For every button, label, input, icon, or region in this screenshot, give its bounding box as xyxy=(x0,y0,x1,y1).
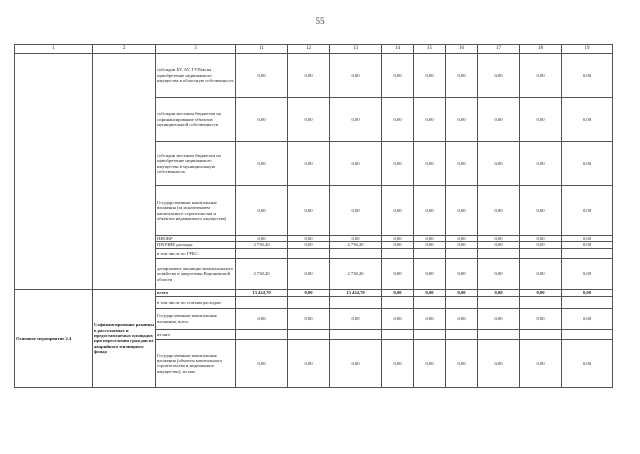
header-cell: 1 xyxy=(15,45,93,54)
housing-department-value: 0,00 xyxy=(446,258,478,289)
of-them-label: из них: xyxy=(156,329,236,339)
header-cell: 17 xyxy=(478,45,520,54)
other-expenses-label: ПРОЧИЕ расходы xyxy=(156,242,236,248)
state-capital-investments-value: 0,00 xyxy=(330,186,382,236)
budget-table xyxy=(14,44,613,388)
header-cell: 12 xyxy=(288,45,330,54)
subsidy-bu-au-gup-value: 0,00 xyxy=(478,54,520,98)
state-capital-construction-value: 0,00 xyxy=(414,339,446,387)
state-capital-total-label: Государственные капитальные вложения, всего xyxy=(156,308,236,329)
incl-by-articles-value xyxy=(236,296,288,308)
subsidy-local-cofinancing-value: 0,00 xyxy=(520,98,562,142)
niokr-value: 0,00 xyxy=(446,236,478,242)
niokr-value: 0,00 xyxy=(562,236,613,242)
header-cell: 3 xyxy=(156,45,236,54)
state-capital-investments-value: 0,00 xyxy=(414,186,446,236)
state-capital-investments-value: 0,00 xyxy=(236,186,288,236)
subsidy-bu-au-gup-value: 0,00 xyxy=(414,54,446,98)
grbs-incl-value xyxy=(446,248,478,258)
grbs-incl-value xyxy=(382,248,414,258)
header-cell: 14 xyxy=(382,45,414,54)
incl-by-articles-value xyxy=(520,296,562,308)
state-capital-investments-value: 0,00 xyxy=(288,186,330,236)
of-them-value xyxy=(382,329,414,339)
header-cell: 19 xyxy=(562,45,613,54)
header-cell: 18 xyxy=(520,45,562,54)
header-cell: 13 xyxy=(330,45,382,54)
niokr-value: 0,00 xyxy=(414,236,446,242)
subsidy-bu-au-gup-value: 0,00 xyxy=(288,54,330,98)
page-number: 55 xyxy=(315,16,325,26)
niokr-value: 0,00 xyxy=(382,236,414,242)
subsidy-local-purchase-value: 0,00 xyxy=(382,142,414,186)
total-value: 0,00 xyxy=(478,289,520,296)
other-expenses-value: 0,00 xyxy=(520,242,562,248)
header-cell: 15 xyxy=(414,45,446,54)
other-expenses-value: 2 730,20 xyxy=(236,242,288,248)
subsidy-local-cofinancing-value: 0,00 xyxy=(288,98,330,142)
incl-by-articles-value xyxy=(446,296,478,308)
subsidy-bu-au-gup-label: субсидии БУ, АУ, ГУПам на приобретение недвижимого имущества в областную собственность xyxy=(156,54,236,98)
of-them-value xyxy=(446,329,478,339)
empty-cell xyxy=(15,54,93,290)
header-cell: 16 xyxy=(446,45,478,54)
housing-department-value: 0,00 xyxy=(562,258,613,289)
housing-department-value: 0,00 xyxy=(478,258,520,289)
other-expenses-value: 0,00 xyxy=(562,242,613,248)
incl-by-articles-label: в том числе по статьям расходов: xyxy=(156,296,236,308)
state-capital-total-value: 0,00 xyxy=(520,308,562,329)
grbs-incl-value xyxy=(330,248,382,258)
grbs-incl-label: в том числе по ГРБС: xyxy=(156,248,236,258)
subsidy-local-cofinancing-value: 0,00 xyxy=(330,98,382,142)
housing-department-value: 2 730,20 xyxy=(236,258,288,289)
header-row xyxy=(15,45,613,54)
incl-by-articles-value xyxy=(330,296,382,308)
subsidy-local-cofinancing-value: 0,00 xyxy=(446,98,478,142)
state-capital-total-value: 0,00 xyxy=(288,308,330,329)
total-value: 0,00 xyxy=(520,289,562,296)
total-value: 13 424,70 xyxy=(236,289,288,296)
niokr-value: 0,00 xyxy=(520,236,562,242)
subsidy-local-purchase-value: 0,00 xyxy=(414,142,446,186)
state-capital-construction-value: 0,00 xyxy=(236,339,288,387)
subsidy-local-cofinancing-value: 0,00 xyxy=(382,98,414,142)
subsidy-local-purchase-value: 0,00 xyxy=(478,142,520,186)
state-capital-investments-value: 0,00 xyxy=(520,186,562,236)
state-capital-construction-label: Государственные капитальные вложения (объекты капитального строительства и недвижимое имущество), из них xyxy=(156,339,236,387)
state-capital-construction-value: 0,00 xyxy=(446,339,478,387)
of-them-value xyxy=(562,329,613,339)
subsidy-local-cofinancing-value: 0,00 xyxy=(478,98,520,142)
header-cell: 2 xyxy=(93,45,156,54)
housing-department-value: 0,00 xyxy=(414,258,446,289)
of-them-value xyxy=(478,329,520,339)
header-cell: 11 xyxy=(236,45,288,54)
state-capital-investments-label: Государственные капитальные вложения (за исключением капитального строительства и объектов недвижимого имущества) xyxy=(156,186,236,236)
subsidy-local-purchase-value: 0,00 xyxy=(288,142,330,186)
niokr-label: НИОКР xyxy=(156,236,236,242)
subsidy-bu-au-gup-value: 0,00 xyxy=(330,54,382,98)
of-them-value xyxy=(330,329,382,339)
subsidy-local-purchase-label: субсидии местным бюджетам на приобретение недвижимого имущества в муниципальную собственность xyxy=(156,142,236,186)
state-capital-investments-value: 0,00 xyxy=(382,186,414,236)
subsidy-local-cofinancing-label: субсидии местным бюджетам на софинансирование объектов муниципальной собственности xyxy=(156,98,236,142)
total-value: 0,00 xyxy=(382,289,414,296)
subsidy-local-purchase-value: 0,00 xyxy=(330,142,382,186)
subsidy-local-purchase-value: 0,00 xyxy=(236,142,288,186)
incl-by-articles-value xyxy=(382,296,414,308)
housing-department-value: 2 730,20 xyxy=(330,258,382,289)
grbs-incl-value xyxy=(288,248,330,258)
state-capital-total-value: 0,00 xyxy=(478,308,520,329)
state-capital-investments-value: 0,00 xyxy=(478,186,520,236)
total-value: 0,00 xyxy=(414,289,446,296)
subsidy-local-cofinancing-value: 0,00 xyxy=(236,98,288,142)
subsidy-local-purchase-value: 0,00 xyxy=(446,142,478,186)
total-value: 13 424,70 xyxy=(330,289,382,296)
total-value: 0,00 xyxy=(446,289,478,296)
table-row xyxy=(15,54,613,98)
state-capital-total-value: 0,00 xyxy=(382,308,414,329)
state-capital-total-value: 0,00 xyxy=(236,308,288,329)
of-them-value xyxy=(288,329,330,339)
state-capital-total-value: 0,00 xyxy=(562,308,613,329)
event-description: Софинансирование разницы в расселяемых и предоставляемых площадях при переселении граждан из аварийного жилищного фонда xyxy=(93,289,156,387)
incl-by-articles-value xyxy=(288,296,330,308)
subsidy-bu-au-gup-value: 0,00 xyxy=(446,54,478,98)
total-value: 0,00 xyxy=(288,289,330,296)
other-expenses-value: 0,00 xyxy=(382,242,414,248)
housing-department-value: 0,00 xyxy=(288,258,330,289)
subsidy-bu-au-gup-value: 0,00 xyxy=(562,54,613,98)
subsidy-bu-au-gup-value: 0,00 xyxy=(520,54,562,98)
state-capital-construction-value: 0,00 xyxy=(478,339,520,387)
state-capital-investments-value: 0,00 xyxy=(562,186,613,236)
grbs-incl-value xyxy=(520,248,562,258)
other-expenses-value: 0,00 xyxy=(288,242,330,248)
subsidy-local-purchase-value: 0,00 xyxy=(562,142,613,186)
state-capital-construction-value: 0,00 xyxy=(562,339,613,387)
state-capital-total-value: 0,00 xyxy=(330,308,382,329)
empty-cell xyxy=(93,54,156,290)
total-label: всего xyxy=(156,289,236,296)
of-them-value xyxy=(414,329,446,339)
state-capital-construction-value: 0,00 xyxy=(330,339,382,387)
incl-by-articles-value xyxy=(414,296,446,308)
subsidy-bu-au-gup-value: 0,00 xyxy=(236,54,288,98)
housing-department-value: 0,00 xyxy=(520,258,562,289)
incl-by-articles-value xyxy=(562,296,613,308)
subsidy-local-cofinancing-value: 0,00 xyxy=(562,98,613,142)
grbs-incl-value xyxy=(414,248,446,258)
other-expenses-value: 0,00 xyxy=(414,242,446,248)
subsidy-local-cofinancing-value: 0,00 xyxy=(414,98,446,142)
subsidy-local-purchase-value: 0,00 xyxy=(520,142,562,186)
state-capital-construction-value: 0,00 xyxy=(520,339,562,387)
niokr-value: 0,00 xyxy=(236,236,288,242)
of-them-value xyxy=(520,329,562,339)
state-capital-investments-value: 0,00 xyxy=(446,186,478,236)
state-capital-construction-value: 0,00 xyxy=(382,339,414,387)
of-them-value xyxy=(236,329,288,339)
other-expenses-value: 2 730,20 xyxy=(330,242,382,248)
other-expenses-value: 0,00 xyxy=(446,242,478,248)
grbs-incl-value xyxy=(478,248,520,258)
niokr-value: 0,00 xyxy=(330,236,382,242)
state-capital-total-value: 0,00 xyxy=(446,308,478,329)
event-title: Основное мероприятие 2.4 xyxy=(15,289,93,387)
other-expenses-value: 0,00 xyxy=(478,242,520,248)
incl-by-articles-value xyxy=(478,296,520,308)
niokr-value: 0,00 xyxy=(288,236,330,242)
niokr-value: 0,00 xyxy=(478,236,520,242)
grbs-incl-value xyxy=(236,248,288,258)
grbs-incl-value xyxy=(562,248,613,258)
total-value: 0,00 xyxy=(562,289,613,296)
state-capital-construction-value: 0,00 xyxy=(288,339,330,387)
housing-department-label: департамент жилищно-коммунального хозяйства и энергетики Воронежской области xyxy=(156,258,236,289)
housing-department-value: 0,00 xyxy=(382,258,414,289)
table-row xyxy=(15,289,613,296)
subsidy-bu-au-gup-value: 0,00 xyxy=(382,54,414,98)
state-capital-total-value: 0,00 xyxy=(414,308,446,329)
